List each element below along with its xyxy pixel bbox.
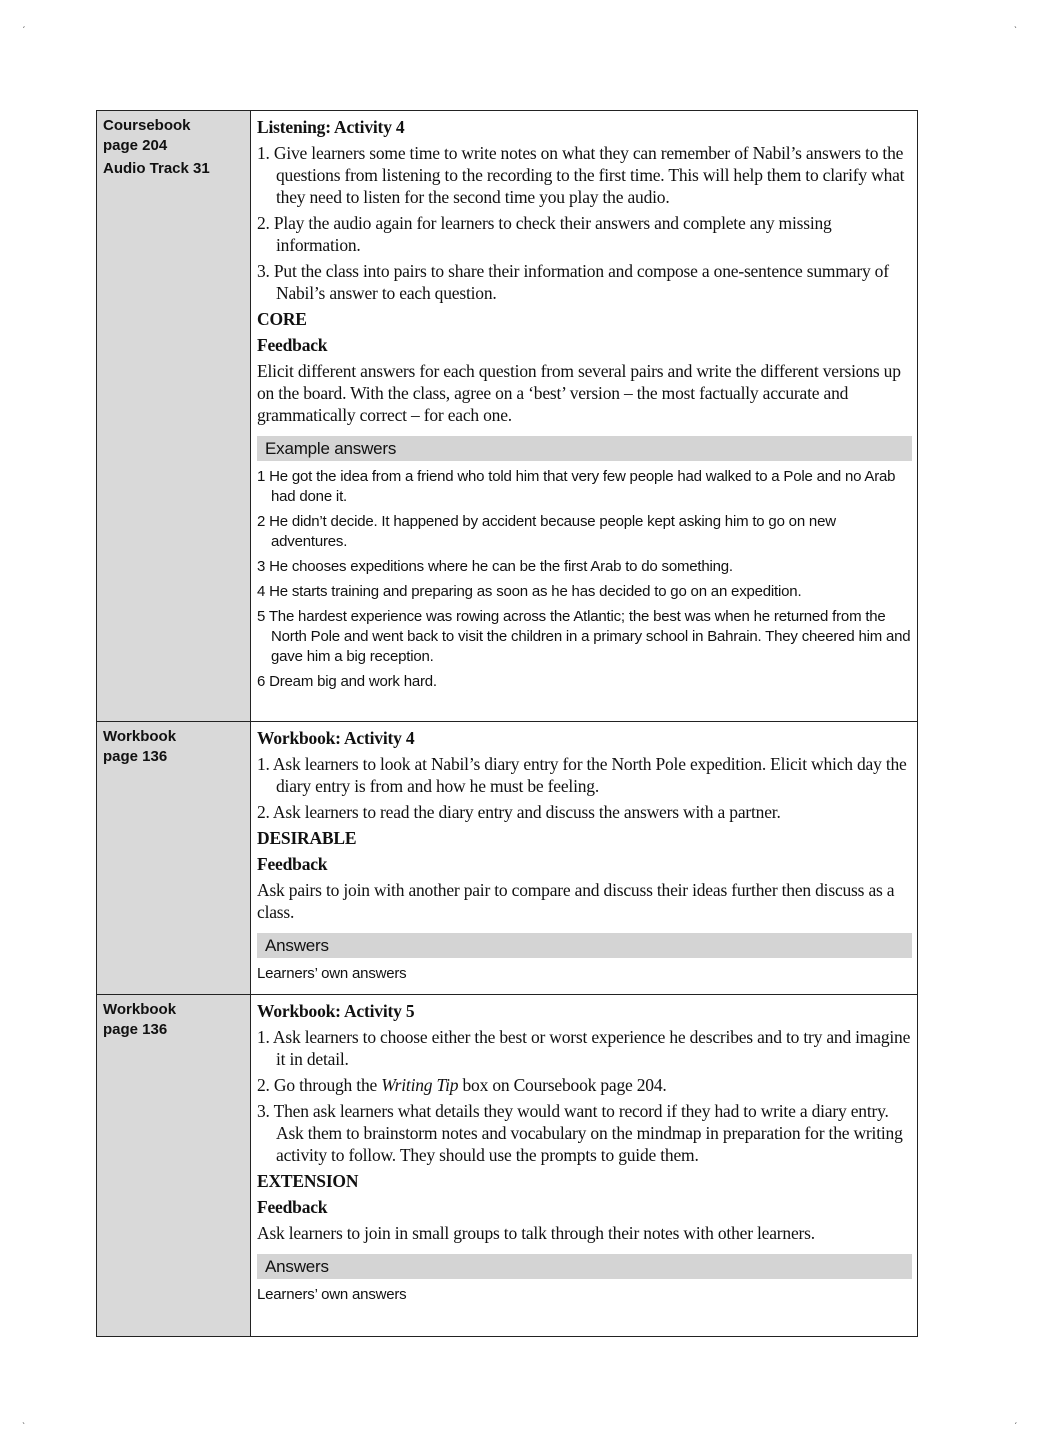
step: 3. Then ask learners what details they would want to record if they had to write a diary entry. Ask them to brainstorm notes and vocabulary on the mindmap in preparation for the writing activity to follow. They should use the prompts to guide them. bbox=[257, 1101, 903, 1165]
step: 2. Ask learners to read the diary entry and discuss the answers with a partner. bbox=[257, 802, 781, 822]
reference-cell bbox=[97, 995, 251, 1336]
table-row-listening-activity-4 bbox=[97, 111, 917, 722]
writing-tip-reference: Writing Tip bbox=[381, 1075, 459, 1095]
step-text: 2. Go through the bbox=[257, 1075, 382, 1095]
content-cell bbox=[251, 722, 917, 994]
level-label: DESIRABLE bbox=[257, 828, 357, 848]
level-label: EXTENSION bbox=[257, 1171, 359, 1191]
reference-coursebook: Coursebook page 204 bbox=[103, 117, 191, 154]
step: 1. Ask learners to choose either the best or worst experience he describes and to try and imagine it in detail. bbox=[257, 1027, 911, 1069]
reference-workbook: Workbook page 136 bbox=[103, 1001, 177, 1038]
answers-heading: Answers bbox=[257, 933, 912, 958]
table-row-workbook-activity-4 bbox=[97, 722, 917, 995]
content-cell bbox=[251, 995, 917, 1336]
answer: 5 The hardest experience was rowing across the Atlantic; the best was when he returned from the North Pole and went back to visit the children in a primary school in Bahrain. They cheered him and gave him a big reception. bbox=[257, 608, 911, 665]
crop-mark: ˊ bbox=[1014, 1422, 1018, 1433]
crop-mark: ˏ bbox=[22, 18, 26, 29]
answer: 6 Dream big and work hard. bbox=[257, 673, 437, 690]
lesson-table bbox=[96, 110, 918, 1337]
activity-title: Listening: Activity 4 bbox=[257, 117, 405, 137]
feedback-heading: Feedback bbox=[257, 854, 328, 874]
activity-title: Workbook: Activity 5 bbox=[257, 1001, 415, 1021]
feedback-heading: Feedback bbox=[257, 335, 328, 355]
answer: 3 He chooses expeditions where he can be the first Arab to do something. bbox=[257, 558, 733, 575]
crop-mark: ˋ bbox=[22, 1422, 26, 1433]
reference-cell bbox=[97, 111, 251, 721]
feedback-heading: Feedback bbox=[257, 1197, 328, 1217]
step: 1. Give learners some time to write notes on what they can remember of Nabil’s answers to the questions from listening to the recording to the first time. This will help them to clarify what they need to listen for the second time you play the audio. bbox=[257, 143, 905, 207]
answers-heading: Answers bbox=[257, 1254, 912, 1279]
feedback-text: Ask learners to join in small groups to talk through their notes with other learners. bbox=[257, 1223, 815, 1243]
feedback-text: Elicit different answers for each question from several pairs and write the different versions up on the board. With the class, agree on a ‘best’ version – the most factually accurate and grammatically correct – for each one. bbox=[257, 361, 901, 425]
step: 2. Play the audio again for learners to check their answers and complete any missing information. bbox=[257, 213, 832, 255]
step-text: box on Coursebook page 204. bbox=[458, 1075, 667, 1095]
feedback-text: Ask pairs to join with another pair to compare and discuss their ideas further then discuss as a class. bbox=[257, 880, 895, 922]
table-row-workbook-activity-5 bbox=[97, 995, 917, 1337]
content-cell bbox=[251, 111, 917, 721]
answers-heading: Example answers bbox=[257, 436, 912, 461]
step bbox=[257, 1074, 912, 1096]
activity-title: Workbook: Activity 4 bbox=[257, 728, 415, 748]
step: 1. Ask learners to look at Nabil’s diary entry for the North Pole expedition. Elicit which day the diary entry is from and how he must be feeling. bbox=[257, 754, 907, 796]
answer: Learners’ own answers bbox=[257, 965, 407, 982]
answer: 2 He didn’t decide. It happened by accident because people kept asking him to go on new adventures. bbox=[257, 513, 836, 550]
step: 3. Put the class into pairs to share their information and compose a one-sentence summary of Nabil’s answer to each question. bbox=[257, 261, 889, 303]
reference-cell bbox=[97, 722, 251, 994]
reference-audio-track: Audio Track 31 bbox=[103, 160, 210, 177]
answer: 1 He got the idea from a friend who told him that very few people had walked to a Pole and no Arab had done it. bbox=[257, 468, 896, 505]
level-label: CORE bbox=[257, 309, 307, 329]
answer: 4 He starts training and preparing as soon as he has decided to go on an expedition. bbox=[257, 583, 802, 600]
crop-mark: ˎ bbox=[1014, 18, 1018, 29]
answer: Learners’ own answers bbox=[257, 1286, 407, 1303]
reference-workbook: Workbook page 136 bbox=[103, 728, 177, 765]
